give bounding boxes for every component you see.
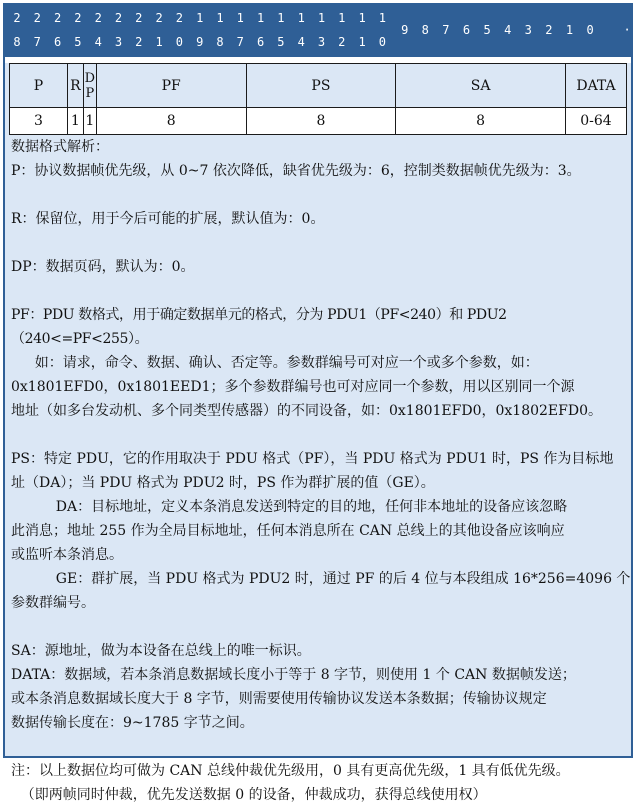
bit-index-header bbox=[5, 5, 638, 57]
bit-index-27 bbox=[27, 11, 47, 49]
bit-index-26 bbox=[48, 11, 68, 49]
bit-index-11 bbox=[352, 11, 372, 49]
bit-index-tens: 1 bbox=[256, 11, 265, 25]
bit-index-12 bbox=[332, 11, 352, 49]
note-ps-line-2: 址（DA）；当 PDU 格式为 PDU2 时，PS 作为群扩展的值（GE）。 bbox=[11, 475, 435, 491]
bit-index-tens: 2 bbox=[155, 11, 163, 25]
bit-index-ones: 4 bbox=[94, 35, 102, 49]
bit-index-17 bbox=[230, 11, 250, 49]
bit-index-ones: 0 bbox=[175, 35, 183, 49]
field-header-pf: PF bbox=[96, 64, 246, 108]
bit-index-ones: 5 bbox=[277, 35, 285, 49]
bit-index-tens: 2 bbox=[175, 11, 183, 25]
bit-index-5: 5 bbox=[483, 23, 491, 37]
bit-index-ones: 8 bbox=[13, 35, 21, 49]
note-da-line-1: DA：目标地址，定义本条消息发送到特定的目的地，任何非本地址的设备应该忽略 bbox=[55, 499, 568, 515]
protocol-frame-panel bbox=[3, 3, 638, 803]
note-data-line-3: 数据传输长度在：9~1785 字节之间。 bbox=[11, 715, 254, 731]
bit-index-tens: 2 bbox=[94, 11, 102, 25]
bit-index-14 bbox=[291, 11, 311, 49]
note-pf-line-3: 0x1801EFD0，0x1801EED1；多个参数群编号也可对应同一个参数，用以区别同一个源 bbox=[11, 379, 575, 395]
field-header-row bbox=[10, 64, 627, 108]
note-da-line-2: 此消息；地址 255 作为全局目标地址，任何本消息所在 CAN 总线上的其他设备应该响应 bbox=[11, 523, 565, 539]
bit-index-tens: 2 bbox=[74, 11, 82, 25]
bit-index-2: 2 bbox=[545, 23, 553, 37]
bit-index-tens: 2 bbox=[135, 11, 143, 25]
bit-index-ones: 0 bbox=[378, 35, 386, 49]
bit-index-24 bbox=[88, 11, 108, 49]
bit-index-ones: 2 bbox=[135, 35, 143, 49]
bit-index-ones: 3 bbox=[317, 35, 326, 49]
field-value-row bbox=[10, 108, 627, 135]
bit-index-ones: 9 bbox=[196, 35, 204, 49]
bit-index-13 bbox=[312, 11, 332, 49]
bit-index-ones: 1 bbox=[155, 35, 163, 49]
field-header-p: P bbox=[10, 64, 68, 108]
bit-index-tens: 1 bbox=[277, 11, 285, 25]
field-header-r: R bbox=[67, 64, 83, 108]
field-header-dp bbox=[83, 64, 96, 108]
bit-index-0: 0 bbox=[586, 23, 594, 37]
bit-index-10 bbox=[372, 11, 392, 49]
bit-index-tens: 2 bbox=[53, 11, 62, 25]
notes-title: 数据格式解析： bbox=[11, 139, 109, 155]
bit-index-tens: 1 bbox=[216, 11, 224, 25]
note-r-reserved: R：保留位，用于今后可能的扩展，默认值为：0。 bbox=[11, 211, 325, 227]
bit-index-15 bbox=[271, 11, 291, 49]
field-header-data: DATA bbox=[565, 64, 626, 108]
field-header-dp-bottom: P bbox=[85, 85, 95, 101]
bit-index-8: 8 bbox=[421, 23, 429, 37]
field-value-p: 3 bbox=[10, 108, 68, 135]
bit-index-20 bbox=[169, 11, 189, 49]
bit-index-tens: 1 bbox=[317, 11, 326, 25]
bit-index-tens: 1 bbox=[338, 11, 346, 25]
bit-index-21 bbox=[149, 11, 169, 49]
field-header-sa: SA bbox=[396, 64, 566, 108]
note-data-line-1: DATA：数据域，若本条消息数据域长度小于等于 8 字节，则使用 1 个 CAN 数据帧发送； bbox=[11, 667, 576, 683]
field-value-ps: 8 bbox=[246, 108, 396, 135]
bit-index-tens: 2 bbox=[33, 11, 41, 25]
note-pf-line-4: 地址（如多台发动机、多个同类型传感器）的不同设备，如：0x1801EFD0，0x1802EFD0。 bbox=[11, 403, 602, 419]
bit-index-tens: 1 bbox=[358, 11, 366, 25]
note-arbitration-line-2: （即两帧同时仲裁，优先发送数据 0 的设备，仲裁成功，获得总线使用权） bbox=[20, 787, 487, 803]
bit-index-ones: 6 bbox=[256, 35, 265, 49]
bit-index-ones: 5 bbox=[74, 35, 82, 49]
bit-index-18 bbox=[210, 11, 230, 49]
note-sa-source: SA：源地址，做为本设备在总线上的唯一标识。 bbox=[11, 643, 311, 659]
bit-index-ones: 8 bbox=[216, 35, 224, 49]
field-value-pf: 8 bbox=[96, 108, 246, 135]
note-da-line-3: 或监听本条消息。 bbox=[11, 547, 123, 563]
note-pf-line-2: 如：请求，命令、数据、确认、否定等。参数群编号可对应一个或多个参数，如： bbox=[34, 355, 539, 371]
bit-index-19 bbox=[190, 11, 210, 49]
bit-index-ones: 7 bbox=[33, 35, 41, 49]
note-ps-line-1: PS：特定 PDU，它的作用取决于 PDU 格式（PF），当 PDU 格式为 PDU1 时，PS 作为目标地 bbox=[11, 451, 614, 467]
bit-index-ones: 6 bbox=[53, 35, 62, 49]
bit-index-tens: 1 bbox=[378, 11, 386, 25]
bit-index-tens: 2 bbox=[114, 11, 123, 25]
note-data-line-2: 或本条消息数据域长度大于 8 字节，则需要使用传输协议发送本条数据；传输协议规定 bbox=[11, 691, 547, 707]
bit-index-tens: 2 bbox=[13, 11, 21, 25]
field-value-data: 0-64 bbox=[565, 108, 626, 135]
note-ge-line-2: 参数群编号。 bbox=[11, 595, 95, 611]
bit-index-3: 3 bbox=[524, 23, 532, 37]
field-layout-table bbox=[9, 63, 627, 135]
note-ge-line-1: GE：群扩展，当 PDU 格式为 PDU2 时，通过 PF 的后 4 位与本段组成 16*256=4096 个 bbox=[55, 571, 631, 587]
note-p-priority: P：协议数据帧优先级，从 0~7 依次降低，缺省优先级为：6，控制类数据帧优先级为：3。 bbox=[11, 163, 581, 179]
note-dp-page: DP：数据页码，默认为：0。 bbox=[11, 259, 195, 275]
bit-index-tens: 1 bbox=[297, 11, 305, 25]
field-value-sa: 8 bbox=[396, 108, 566, 135]
note-arbitration-line-1: 注：以上数据位均可做为 CAN 总线仲裁优先级用，0 具有更高优先级，1 具有低优先级。 bbox=[11, 763, 570, 779]
bit-index-23 bbox=[109, 11, 129, 49]
field-value-r: 1 bbox=[67, 108, 83, 135]
bit-index-ones: 2 bbox=[338, 35, 346, 49]
bit-index-ellipsis: ·· bbox=[623, 23, 638, 37]
bit-index-22 bbox=[129, 11, 149, 49]
bit-index-9: 9 bbox=[401, 23, 409, 37]
bit-index-7: 7 bbox=[442, 23, 450, 37]
bit-index-tens: 1 bbox=[236, 11, 244, 25]
bit-index-tens: 1 bbox=[196, 11, 204, 25]
bit-index-1: 1 bbox=[565, 23, 574, 37]
field-header-dp-top: D bbox=[84, 70, 96, 86]
format-notes bbox=[11, 135, 631, 807]
note-pf-line-1: PF：PDU 数格式，用于确定数据单元的格式，分为 PDU1（PF<240）和 PDU2（240<=PF<255）。 bbox=[11, 307, 507, 347]
bit-index-4: 4 bbox=[504, 23, 512, 37]
bit-index-ones: 7 bbox=[236, 35, 244, 49]
bit-index-6: 6 bbox=[462, 23, 471, 37]
bit-index-ones: 1 bbox=[358, 35, 366, 49]
bit-index-ones: 3 bbox=[114, 35, 123, 49]
bit-index-ones: 4 bbox=[297, 35, 305, 49]
bit-index-28 bbox=[7, 11, 27, 49]
field-header-ps: PS bbox=[246, 64, 396, 108]
bit-index-16 bbox=[251, 11, 271, 49]
bit-index-25 bbox=[68, 11, 88, 49]
field-value-dp: 1 bbox=[83, 108, 96, 135]
